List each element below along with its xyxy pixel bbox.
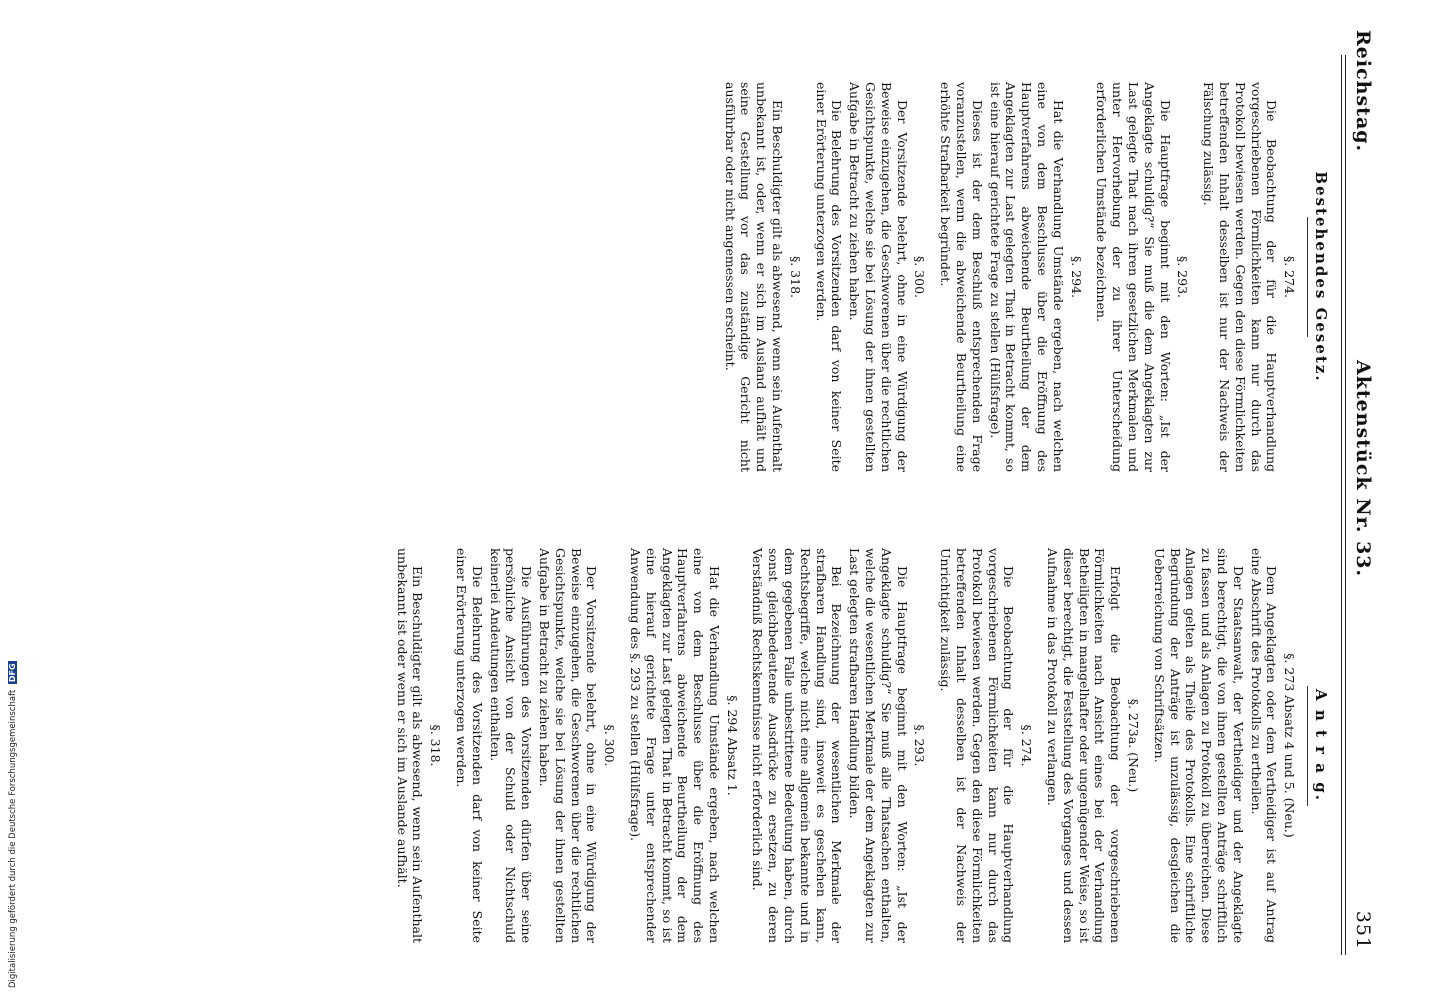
header-rule-bottom (1341, 55, 1342, 955)
section-paragraph: Die Belehrung des Vorsitzenden darf von keiner Seite einer Erörterung unterzogen werden. (453, 548, 485, 943)
section-paragraph: Die Ausführungen des Vorsitzenden dürfen über seine persönliche Ansicht von der Schuld oder Nichtschuld keinerlei Andeutungen enthalten. (487, 548, 535, 943)
section-paragraph: Der Vorsitzende belehrt, ohne in eine Würdigung der Beweise einzugehen, die Geschworenen über die rechtlichen Gesichtspunkte, welche sie bei Lösung der ihnen gestellten Aufgabe in Betracht zu ziehen haben. (847, 82, 910, 472)
header-rule-top (1345, 55, 1346, 955)
footer-text: Digitalisierung gefördert durch die Deutsche Forschungsgemeinschaft (8, 689, 18, 988)
section-paragraph: Der Vorsitzende belehrt, ohne in eine Würdigung der Beweise einzugehen, die Geschworenen über die rechtlichen Gesichtspunkte, welche sie bei Lösung der ihnen gestellten Aufgabe in Betracht zu ziehen haben. (536, 548, 600, 943)
section-number: §. 273 Absatz 4 und 5. (Neu.) (1282, 653, 1298, 838)
section-number: §. 300. (602, 724, 618, 767)
header-left: Reichstag. (1352, 30, 1374, 153)
digitization-footer (8, 608, 18, 988)
section-paragraph: Die Belehrung des Vorsitzenden darf von keiner Seite einer Erörterung unterzogen werden. (813, 82, 845, 472)
section-number: §. 300. (912, 255, 928, 299)
section-number: §. 318. (428, 724, 444, 767)
section-number: §. 274. (1282, 255, 1298, 299)
right-title-rule (1307, 686, 1308, 806)
section-paragraph: Erfolgt die Beobachtung der vorgeschriebenen Förmlichkeiten nach Ansicht eines bei der Verhandlung Betheiligten in mangelhafter oder ungenügender Weise, so ist dieser berechtigt, die Feststellung des Vorganges und dessen Aufnahme in das Protokoll zu verlangen. (1045, 548, 1124, 943)
section-number: §. 294. (1068, 255, 1084, 299)
section-number: §. 293. (1175, 255, 1191, 299)
right-sections (394, 548, 1297, 943)
right-column-title: A n t r a g. (1312, 689, 1330, 802)
header-center: Aktenstück Nr. 33. (1352, 360, 1374, 578)
left-sections (722, 82, 1297, 472)
section-paragraph: Ein Beschuldigter gilt als abwesend, wenn sein Aufenthalt unbekannt ist, oder, wenn er sich im Ausland aufhält und seine Gestellung vor das zuständige Gericht nicht ausführbar oder nicht angemessen erscheint. (722, 82, 786, 472)
section-paragraph: Der Staatsanwalt, der Vertheidiger und der Angeklagte sind berechtigt, die von ihnen gestellten Anträge schriftlich zu fassen und als Anlagen zu Protokoll zu überreichen. Diese Anlagen gelten als Theile des Protokolls. Eine schriftliche Begründung der Anträge ist unzulässig, desgleichen die Ueberreichung von Schriftsätzen. (1151, 548, 1246, 943)
page-number: 351 (1352, 910, 1374, 950)
section-paragraph: Hat die Verhandlung Umstände ergeben, nach welchen eine von dem Beschlusse über die Eröffnung des Hauptverfahrens abweichende Beurtheilung der dem Angeklagten zur Last gelegten That in Betracht kommt, so ist eine hierauf gerichtete Frage zu stellen (Hülfsfrage). (987, 82, 1066, 472)
right-column (384, 548, 1328, 943)
section-paragraph: Dieses ist der dem Beschluß entsprechenden Frage voranzustellen, wenn die abweichende Beurtheilung eine erhöhte Strafbarkeit begründet. (938, 82, 985, 472)
section-paragraph: Hat die Verhandlung Umstände ergeben, nach welchen eine von dem Beschlusse über die Eröffnung des Hauptverfahrens abweichende Beurtheilung der dem Angeklagten zur Last gelegten That in Betracht kommt, so ist eine hierauf gerichtete Frage unter entsprechender Anwendung des §. 293 zu stellen (Hülfsfrage). (627, 548, 722, 943)
section-number: §. 294 Absatz 1. (724, 695, 740, 796)
section-paragraph: Bei Bezeichnung der wesentlichen Merkmale der strafbaren Handlung sind, insoweit es geschehen kann, Rechtsbegriffe, welche nicht eine allgemein bekannte und in dem gegebenen Falle unbestrittene Bedeutung haben, durch sonst gleichbedeutende Ausdrücke zu ersetzen, zu deren Verständniß Rechtskenntnisse nicht erforderlich sind. (750, 548, 845, 943)
section-number: §. 293. (912, 724, 928, 767)
section-number: §. 318. (787, 255, 803, 299)
section-paragraph: Die Hauptfrage beginnt mit den Worten: „Ist der Angeklagte schuldig?“ Sie muß die dem Angeklagten zur Last gelegte That nach ihren gesetzlichen Merkmalen und unter Hervorhebung der zu ihrer Unterscheidung erforderlichen Umstände bezeichnen. (1094, 82, 1173, 472)
left-column-title: Bestehendes Gesetz. (1312, 171, 1330, 383)
section-paragraph: Die Beobachtung der für die Hauptverhandlung vorgeschriebenen Förmlichkeiten kann nur durch das Protokoll bewiesen werden. Gegen den diese Förmlichkeiten betreffenden Inhalt desselben ist der Nachweis der Unrichtigkeit zulässig. (938, 548, 1017, 943)
section-number: §. 274. (1019, 724, 1035, 767)
left-title-rule (1307, 217, 1308, 337)
section-paragraph: Dem Angeklagten oder dem Vertheidiger ist auf Antrag eine Abschrift des Protokolls zu ertheilen. (1248, 548, 1280, 943)
page-header (1344, 30, 1374, 970)
dfg-logo: DFG (8, 663, 17, 683)
section-paragraph: Die Hauptfrage beginnt mit den Worten: „Ist der Angeklagte schuldig?“ Sie muß alle Thatsachen enthalten, welche die wesentlichen Merkmale der dem Angeklagten zur Last gelegten strafbaren Handlung bilden. (847, 548, 910, 943)
section-paragraph: Ein Beschuldigter gilt als abwesend, wenn sein Aufenthalt unbekannt ist oder wenn er sich im Auslande aufhält. (394, 548, 426, 943)
section-paragraph: Die Beobachtung der für die Hauptverhandlung vorgeschriebenen Förmlichkeiten kann nur durch das Protokoll bewiesen werden. Gegen den diese Förmlichkeiten betreffenden Inhalt desselben ist nur der Nachweis der Fälschung zulässig. (1201, 82, 1280, 472)
section-number: §. 273a. (Neu.) (1126, 698, 1142, 793)
left-column (712, 82, 1328, 472)
